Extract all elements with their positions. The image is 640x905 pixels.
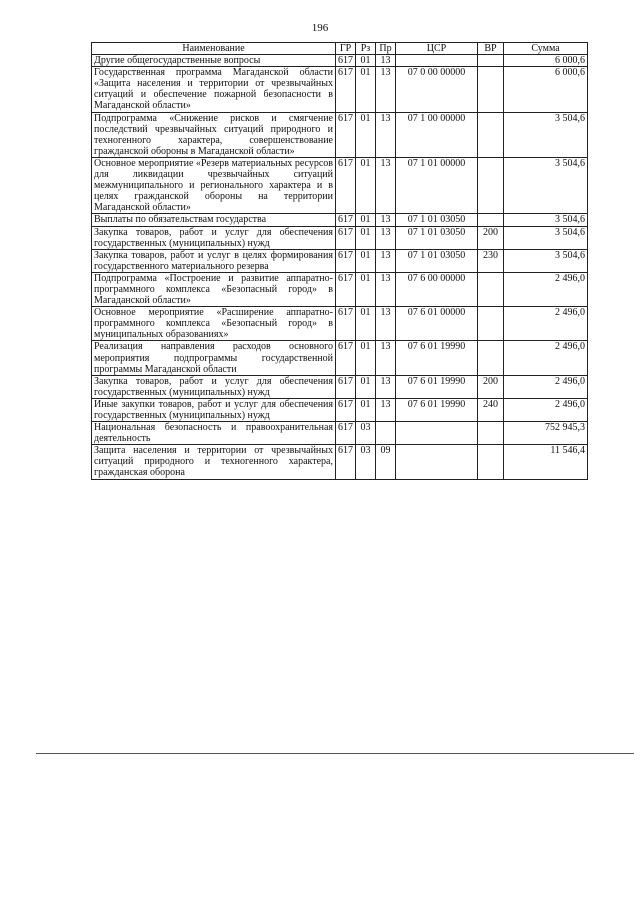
cell-csr: 07 0 00 00000 — [396, 67, 478, 112]
cell-sum: 2 496,0 — [504, 398, 588, 421]
table-row — [92, 214, 588, 226]
cell-sum: 2 496,0 — [504, 307, 588, 341]
cell-name: Государственная программа Магаданской области «Защита населения и территории от чрезвычайных ситуаций и обеспечение пожарной безопасности в Магаданской области» — [92, 67, 336, 112]
cell-pr: 13 — [376, 398, 396, 421]
cell-csr — [396, 422, 478, 445]
cell-vr: 200 — [478, 226, 504, 249]
header-pr: Пр — [376, 43, 396, 55]
cell-csr: 07 1 01 03050 — [396, 214, 478, 226]
cell-pr: 13 — [376, 341, 396, 375]
cell-gr: 617 — [336, 226, 356, 249]
cell-vr: 200 — [478, 375, 504, 398]
cell-csr: 07 6 01 00000 — [396, 307, 478, 341]
cell-sum: 2 496,0 — [504, 341, 588, 375]
cell-gr: 617 — [336, 445, 356, 479]
cell-pr: 13 — [376, 157, 396, 213]
cell-rz: 01 — [356, 214, 376, 226]
cell-csr — [396, 55, 478, 67]
table-body — [92, 55, 588, 479]
cell-vr — [478, 341, 504, 375]
table-row — [92, 422, 588, 445]
cell-sum: 6 000,6 — [504, 67, 588, 112]
cell-name: Подпрограмма «Построение и развитие аппаратно-программного комплекса «Безопасный город» в Магаданской области» — [92, 272, 336, 306]
table-row — [92, 445, 588, 479]
header-gr: ГР — [336, 43, 356, 55]
cell-rz: 01 — [356, 67, 376, 112]
cell-sum: 2 496,0 — [504, 272, 588, 306]
cell-name: Закупка товаров, работ и услуг для обеспечения государственных (муниципальных) нужд — [92, 226, 336, 249]
cell-sum: 3 504,6 — [504, 112, 588, 157]
cell-pr: 13 — [376, 112, 396, 157]
header-row — [92, 43, 588, 55]
table-header — [92, 43, 588, 55]
cell-rz: 01 — [356, 375, 376, 398]
cell-rz: 01 — [356, 226, 376, 249]
cell-sum: 752 945,3 — [504, 422, 588, 445]
header-sum: Сумма — [504, 43, 588, 55]
cell-pr: 13 — [376, 214, 396, 226]
cell-gr: 617 — [336, 272, 356, 306]
cell-name: Защита населения и территории от чрезвычайных ситуаций природного и техногенного характера, гражданская оборона — [92, 445, 336, 479]
cell-pr: 13 — [376, 272, 396, 306]
cell-vr — [478, 55, 504, 67]
cell-rz: 01 — [356, 249, 376, 272]
cell-rz: 03 — [356, 445, 376, 479]
table-row — [92, 226, 588, 249]
cell-sum: 11 546,4 — [504, 445, 588, 479]
cell-name: Закупка товаров, работ и услуг в целях формирования государственного материального резерва — [92, 249, 336, 272]
cell-sum: 6 000,6 — [504, 55, 588, 67]
cell-name: Закупка товаров, работ и услуг для обеспечения государственных (муниципальных) нужд — [92, 375, 336, 398]
cell-rz: 01 — [356, 157, 376, 213]
cell-gr: 617 — [336, 249, 356, 272]
header-csr: ЦСР — [396, 43, 478, 55]
cell-csr: 07 1 01 00000 — [396, 157, 478, 213]
cell-pr: 13 — [376, 55, 396, 67]
cell-gr: 617 — [336, 214, 356, 226]
cell-name: Другие общегосударственные вопросы — [92, 55, 336, 67]
cell-vr: 240 — [478, 398, 504, 421]
cell-gr: 617 — [336, 67, 356, 112]
table-row — [92, 341, 588, 375]
table-row — [92, 375, 588, 398]
cell-vr — [478, 112, 504, 157]
cell-gr: 617 — [336, 422, 356, 445]
cell-rz: 01 — [356, 307, 376, 341]
table-row — [92, 249, 588, 272]
cell-rz: 01 — [356, 112, 376, 157]
table-row — [92, 157, 588, 213]
table-row — [92, 398, 588, 421]
cell-csr: 07 6 00 00000 — [396, 272, 478, 306]
cell-pr: 13 — [376, 375, 396, 398]
cell-name: Основное мероприятие «Резерв материальных ресурсов для ликвидации чрезвычайных ситуаций межмуниципального и регионального характера и в целях гражданской обороны на территории Магаданской области» — [92, 157, 336, 213]
cell-pr: 13 — [376, 307, 396, 341]
page-bottom-divider — [36, 753, 634, 754]
table-row — [92, 67, 588, 112]
cell-vr — [478, 422, 504, 445]
cell-csr: 07 6 01 19990 — [396, 341, 478, 375]
cell-sum: 2 496,0 — [504, 375, 588, 398]
cell-csr: 07 1 01 03050 — [396, 226, 478, 249]
header-rz: Рз — [356, 43, 376, 55]
cell-csr: 07 1 01 03050 — [396, 249, 478, 272]
cell-csr: 07 6 01 19990 — [396, 398, 478, 421]
cell-vr — [478, 157, 504, 213]
cell-pr — [376, 422, 396, 445]
cell-csr: 07 6 01 19990 — [396, 375, 478, 398]
cell-name: Иные закупки товаров, работ и услуг для обеспечения государственных (муниципальных) нужд — [92, 398, 336, 421]
cell-gr: 617 — [336, 375, 356, 398]
cell-vr — [478, 272, 504, 306]
cell-rz: 01 — [356, 55, 376, 67]
cell-gr: 617 — [336, 112, 356, 157]
table-row — [92, 307, 588, 341]
cell-rz: 01 — [356, 341, 376, 375]
header-name: Наименование — [92, 43, 336, 55]
cell-sum: 3 504,6 — [504, 214, 588, 226]
cell-name: Национальная безопасность и правоохранительная деятельность — [92, 422, 336, 445]
cell-vr — [478, 67, 504, 112]
cell-rz: 01 — [356, 398, 376, 421]
cell-name: Основное мероприятие «Расширение аппаратно-программного комплекса «Безопасный город» в муниципальных образованиях» — [92, 307, 336, 341]
cell-vr — [478, 445, 504, 479]
cell-pr: 09 — [376, 445, 396, 479]
cell-gr: 617 — [336, 341, 356, 375]
cell-rz: 01 — [356, 272, 376, 306]
cell-gr: 617 — [336, 55, 356, 67]
cell-name: Выплаты по обязательствам государства — [92, 214, 336, 226]
cell-vr — [478, 307, 504, 341]
table-row — [92, 112, 588, 157]
cell-pr: 13 — [376, 67, 396, 112]
cell-pr: 13 — [376, 249, 396, 272]
table-row — [92, 55, 588, 67]
cell-sum: 3 504,6 — [504, 249, 588, 272]
cell-rz: 03 — [356, 422, 376, 445]
page-number: 196 — [311, 22, 329, 34]
cell-name: Реализация направления расходов основного мероприятия подпрограммы государственной программы Магаданской области — [92, 341, 336, 375]
cell-sum: 3 504,6 — [504, 226, 588, 249]
cell-pr: 13 — [376, 226, 396, 249]
cell-gr: 617 — [336, 307, 356, 341]
cell-vr: 230 — [478, 249, 504, 272]
cell-gr: 617 — [336, 157, 356, 213]
header-vr: ВР — [478, 43, 504, 55]
cell-name: Подпрограмма «Снижение рисков и смягчение последствий чрезвычайных ситуаций природного и техногенного характера, совершенствование гражданской обороны в Магаданской области» — [92, 112, 336, 157]
cell-csr: 07 1 00 00000 — [396, 112, 478, 157]
budget-table — [91, 42, 588, 480]
cell-vr — [478, 214, 504, 226]
table-row — [92, 272, 588, 306]
cell-sum: 3 504,6 — [504, 157, 588, 213]
cell-gr: 617 — [336, 398, 356, 421]
cell-csr — [396, 445, 478, 479]
